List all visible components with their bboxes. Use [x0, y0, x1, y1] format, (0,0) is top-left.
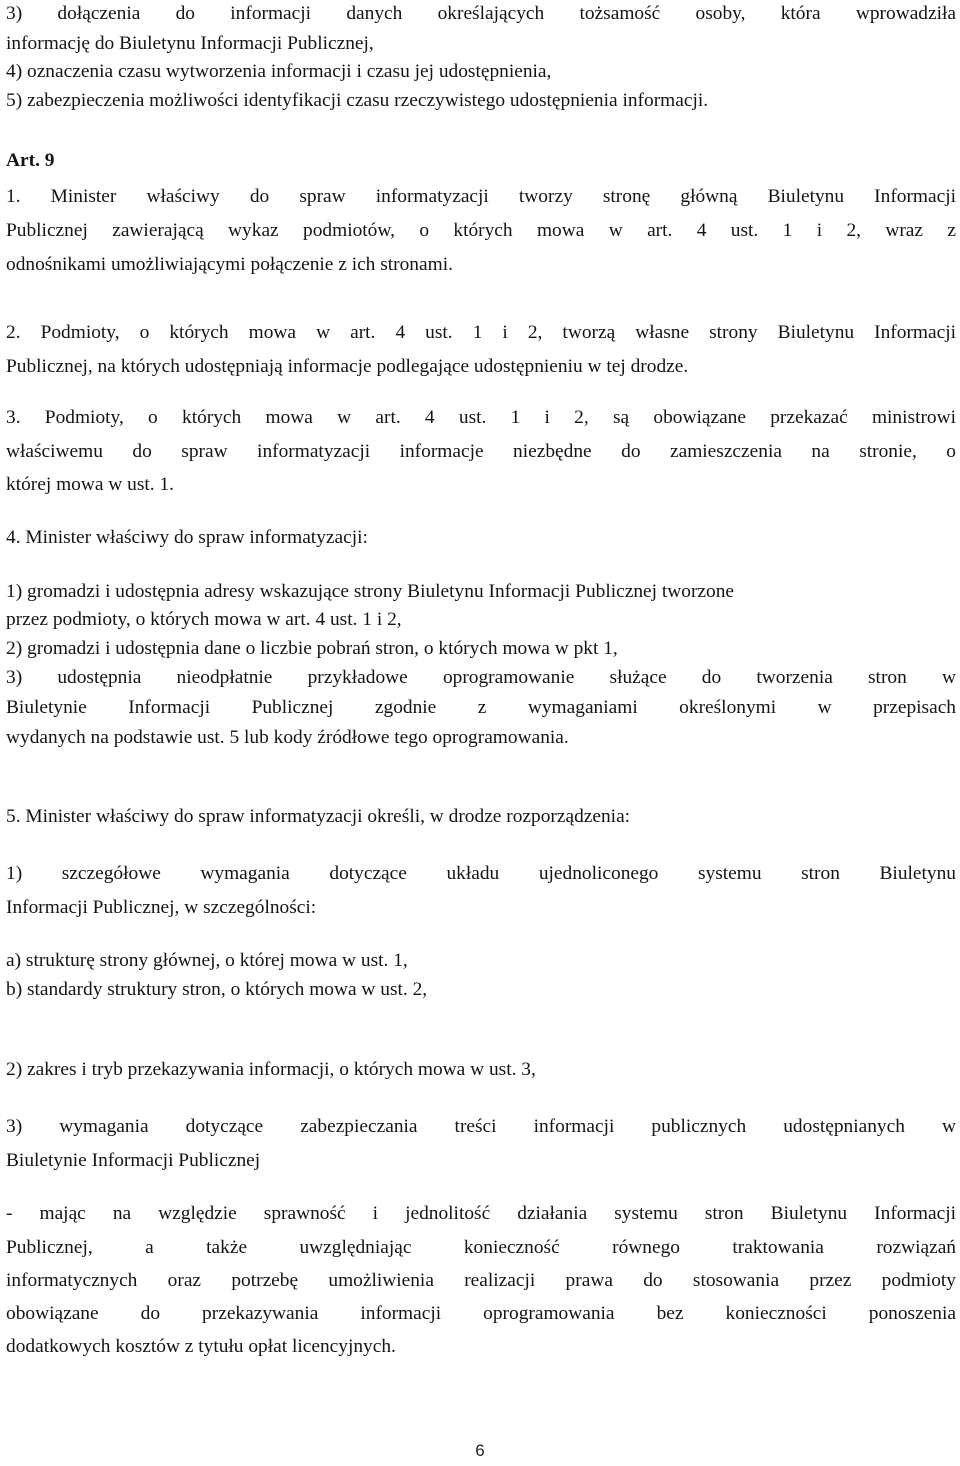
- text-line: informację do Biuletynu Informacji Publicznej,: [6, 33, 374, 54]
- text-line: b) standardy struktury stron, o których mowa w ust. 2,: [6, 979, 428, 1000]
- text-line: 1. Minister właściwy do spraw informatyzacji tworzy stronę główną Biuletynu Informacji: [6, 186, 956, 207]
- text-line: Informacji Publicznej, w szczególności:: [6, 897, 317, 918]
- text-line: informatycznych oraz potrzebę umożliwienia realizacji prawa do stosowania przez podmioty: [6, 1270, 956, 1291]
- article-heading: Art. 9: [6, 150, 55, 171]
- text-line: 3) wymagania dotyczące zabezpieczania treści informacji publicznych udostępnianych w: [6, 1116, 956, 1137]
- text-line: 2) gromadzi i udostępnia dane o liczbie pobrań stron, o których mowa w pkt 1,: [6, 638, 618, 659]
- text-line: 4. Minister właściwy do spraw informatyzacji:: [6, 527, 368, 548]
- text-line: Biuletynie Informacji Publicznej zgodnie z wymaganiami określonymi w przepisach: [6, 697, 956, 718]
- text-line: 5) zabezpieczenia możliwości identyfikacji czasu rzeczywistego udostępnienia informacji.: [6, 90, 709, 111]
- text-line: 5. Minister właściwy do spraw informatyzacji określi, w drodze rozporządzenia:: [6, 806, 631, 827]
- text-line: 1) szczegółowe wymagania dotyczące układu ujednoliconego systemu stron Biuletynu: [6, 863, 956, 884]
- text-line: 4) oznaczenia czasu wytworzenia informacji i czasu jej udostępnienia,: [6, 61, 552, 82]
- page-number: 6: [475, 1441, 485, 1460]
- text-line: 1) gromadzi i udostępnia adresy wskazujące strony Biuletynu Informacji Publicznej tworzone: [6, 581, 735, 602]
- text-line: przez podmioty, o których mowa w art. 4 ust. 1 i 2,: [6, 609, 402, 630]
- text-line: a) strukturę strony głównej, o której mowa w ust. 1,: [6, 950, 408, 971]
- text-line: 3) udostępnia nieodpłatnie przykładowe oprogramowanie służące do tworzenia stron w: [6, 667, 956, 688]
- text-line: właściwemu do spraw informatyzacji informacje niezbędne do zamieszczenia na stronie, o: [6, 441, 956, 462]
- text-line: 2) zakres i tryb przekazywania informacji, o których mowa w ust. 3,: [6, 1059, 536, 1080]
- text-line: Biuletynie Informacji Publicznej: [6, 1150, 261, 1171]
- text-line: odnośnikami umożliwiającymi połączenie z ich stronami.: [6, 254, 453, 275]
- text-line: Publicznej, a także uwzględniając konieczność równego traktowania rozwiązań: [6, 1237, 956, 1258]
- text-line: wydanych na podstawie ust. 5 lub kody źródłowe tego oprogramowania.: [6, 727, 569, 748]
- text-line: 2. Podmioty, o których mowa w art. 4 ust. 1 i 2, tworzą własne strony Biuletynu Informacji: [6, 322, 956, 343]
- text-line: obowiązane do przekazywania informacji oprogramowania bez konieczności ponoszenia: [6, 1303, 956, 1324]
- text-line: dodatkowych kosztów z tytułu opłat licencyjnych.: [6, 1336, 396, 1357]
- text-line: 3) dołączenia do informacji danych określających tożsamość osoby, która wprowadziła: [6, 3, 956, 24]
- text-line: - mając na względzie sprawność i jednolitość działania systemu stron Biuletynu Informacji: [6, 1203, 956, 1224]
- text-line: Publicznej, na których udostępniają informacje podlegające udostępnieniu w tej drodze.: [6, 356, 689, 377]
- text-line: 3. Podmioty, o których mowa w art. 4 ust. 1 i 2, są obowiązane przekazać ministrowi: [6, 407, 956, 428]
- text-line: Publicznej zawierającą wykaz podmiotów, o których mowa w art. 4 ust. 1 i 2, wraz z: [6, 220, 956, 241]
- text-line: której mowa w ust. 1.: [6, 474, 175, 495]
